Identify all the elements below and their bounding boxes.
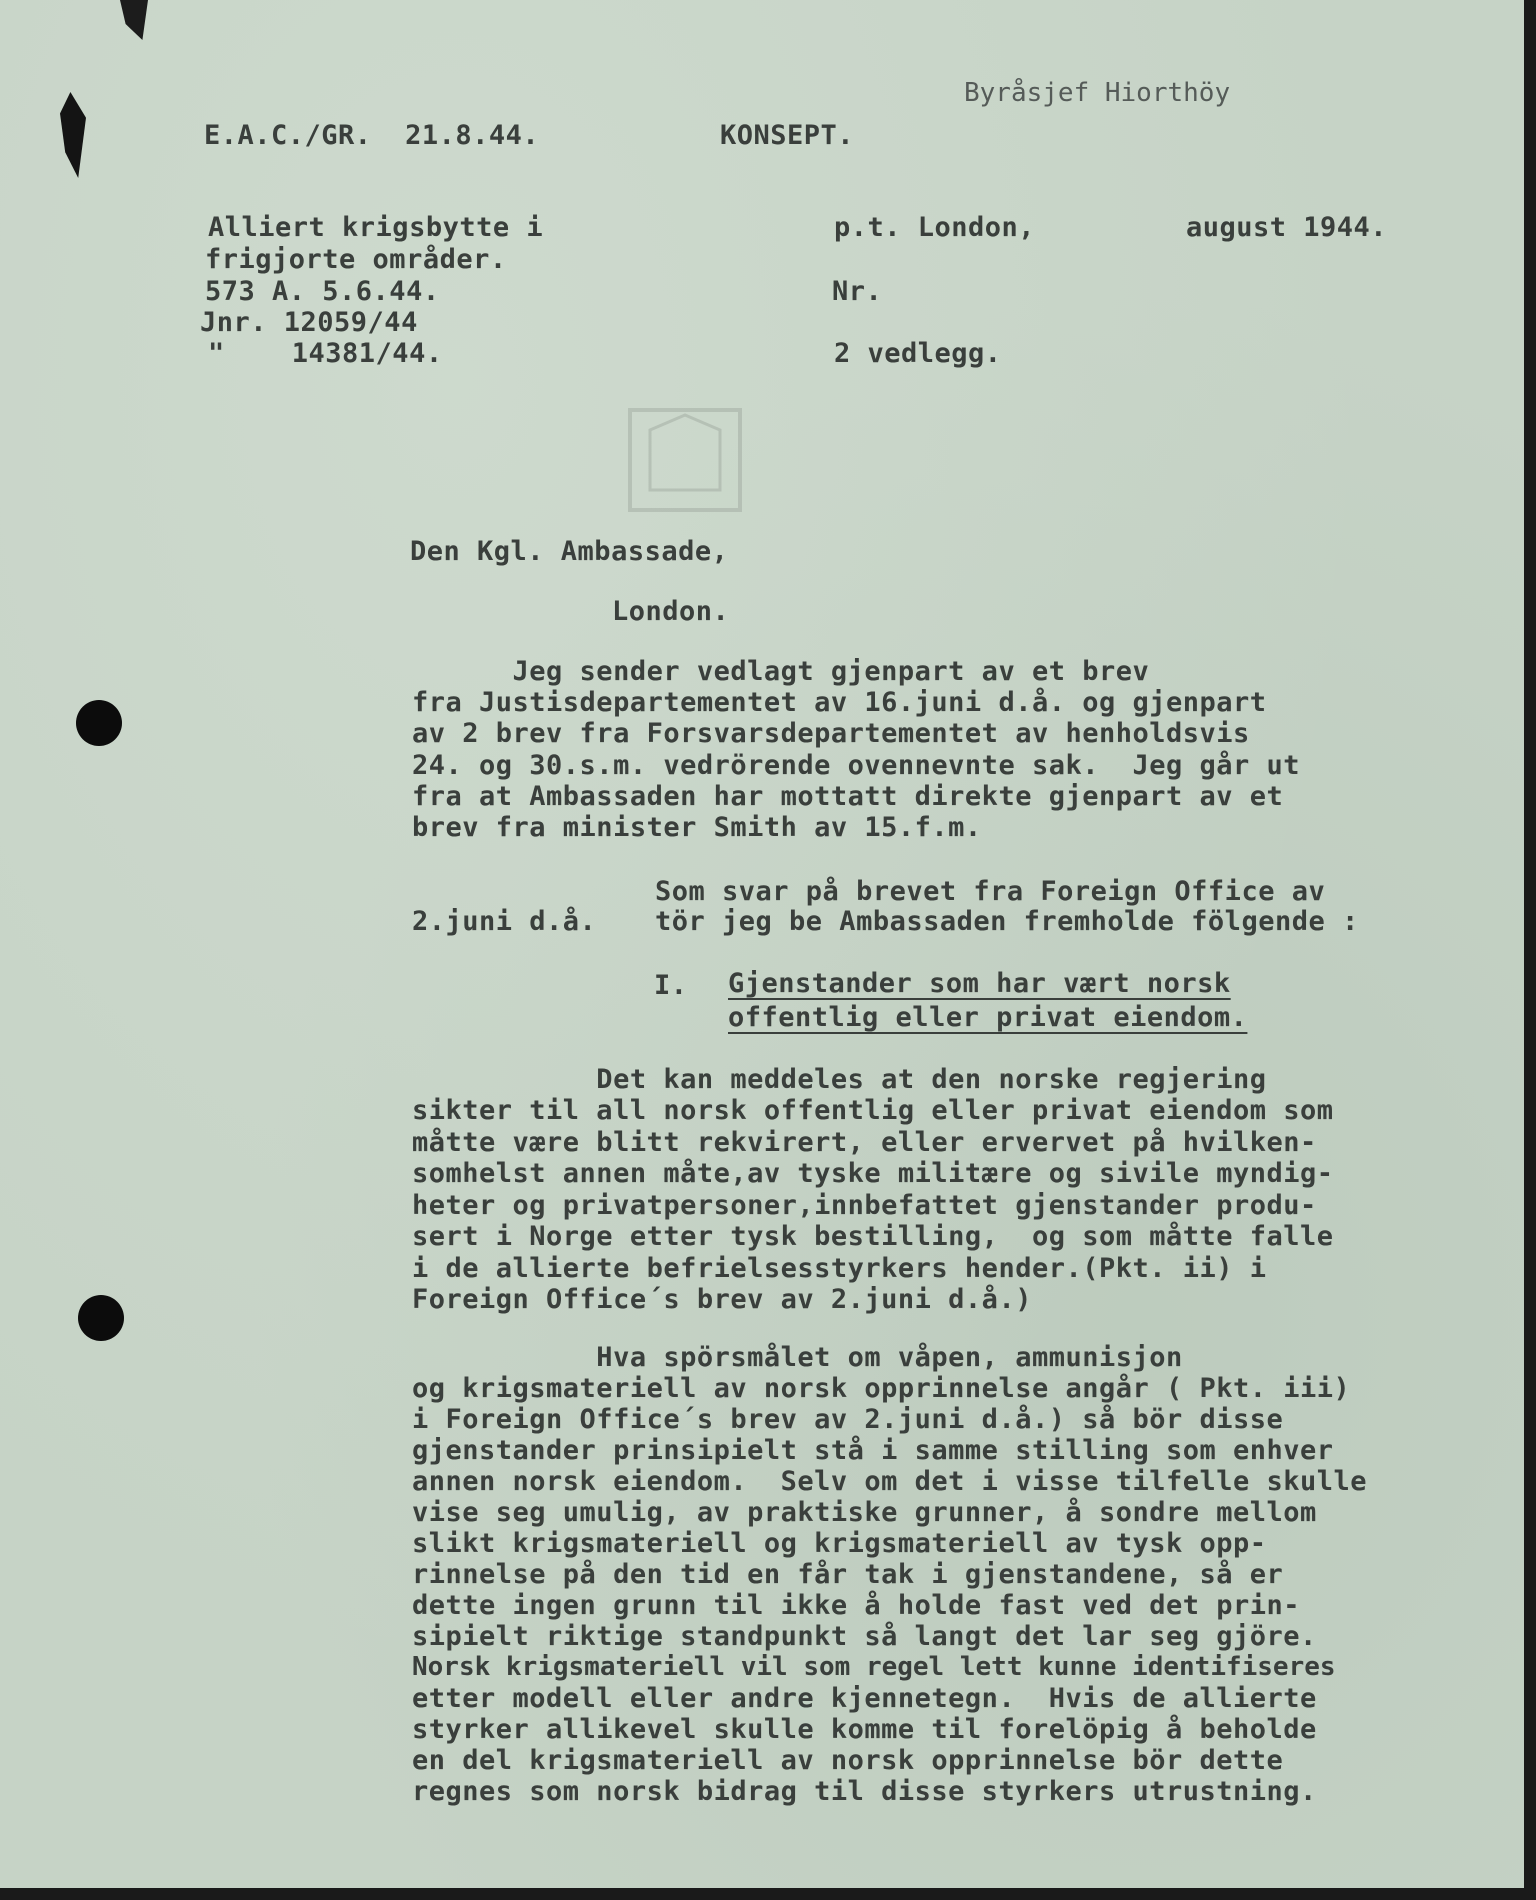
section-title: offentlig eller privat eiendom.	[728, 1002, 1248, 1033]
text-line: slikt krigsmateriell og krigsmateriell av tysk opp-	[412, 1528, 1267, 1559]
text-line: Norsk krigsmateriell vil som regel lett kunne identifiseres	[412, 1652, 1336, 1682]
text-line: somhelst annen måte,av tyske militære og sivile myndig-	[412, 1158, 1334, 1189]
text-line: Det kan meddeles at den norske regjering	[412, 1064, 1267, 1095]
text-line: i Foreign Office´s brev av 2.juni d.å.) så bör disse	[412, 1404, 1284, 1435]
section-title: Gjenstander som har vært norsk	[728, 968, 1231, 999]
text-line: av 2 brev fra Forsvarsdepartementet av henholdsvis	[412, 718, 1250, 749]
text-line: sipielt riktige standpunkt så langt det lar seg gjöre.	[412, 1621, 1317, 1652]
text-line: heter og privatpersoner,innbefattet gjenstander produ-	[412, 1190, 1317, 1221]
text-line: rinnelse på den tid en får tak i gjenstandene, så er	[412, 1559, 1284, 1590]
handwritten-annotation: Byråsjef Hiorthöy	[964, 78, 1231, 108]
addressee-line: Den Kgl. Ambassade,	[410, 536, 729, 567]
text-line: etter modell eller andre kjennetegn. Hvis de allierte	[412, 1683, 1317, 1714]
text-line: sert i Norge etter tysk bestilling, og som måtte falle	[412, 1221, 1334, 1252]
corner-mark	[120, 0, 148, 40]
text-line: Hva spörsmålet om våpen, ammunisjon	[412, 1342, 1183, 1373]
text-line: 2.juni d.å.	[412, 906, 597, 937]
subject-line: frigjorte områder.	[205, 244, 507, 275]
place-line: p.t. London,	[834, 212, 1036, 243]
punch-hole-bottom	[78, 1295, 124, 1341]
subject-line: 573 A. 5.6.44.	[205, 276, 440, 307]
text-line: regnes som norsk bidrag til disse styrkers utrustning.	[412, 1776, 1317, 1807]
section-number: I.	[654, 970, 688, 1001]
attachments-line: 2 vedlegg.	[834, 338, 1002, 369]
text-line: tör jeg be Ambassaden fremholde fölgende :	[655, 906, 1359, 937]
text-line: en del krigsmateriell av norsk opprinnelse bör dette	[412, 1745, 1284, 1776]
text-line: fra Justisdepartementet av 16.juni d.å. og gjenpart	[412, 687, 1267, 718]
text-line: brev fra minister Smith av 15.f.m.	[412, 812, 982, 843]
subject-line: Jnr. 12059/44	[200, 307, 418, 338]
text-line: Jeg sender vedlagt gjenpart av et brev	[412, 656, 1150, 687]
faint-stamp-watermark	[620, 400, 750, 520]
margin-pen-mark	[60, 92, 86, 178]
text-line: i de allierte befrielsesstyrkers hender.(Pkt. ii) i	[412, 1253, 1267, 1284]
text-line: Som svar på brevet fra Foreign Office av	[655, 876, 1326, 907]
addressee-city: London.	[612, 596, 730, 627]
text-line: dette ingen grunn til ikke å holde fast ved det prin-	[412, 1590, 1301, 1621]
text-line: gjenstander prinsipielt stå i samme stilling som enhver	[412, 1435, 1334, 1466]
date-line: august 1944.	[1186, 212, 1388, 243]
text-line: måtte være blitt rekvirert, eller ervervet på hvilken-	[412, 1127, 1317, 1158]
text-line: fra at Ambassaden har mottatt direkte gjenpart av et	[412, 781, 1284, 812]
text-line: og krigsmateriell av norsk opprinnelse angår ( Pkt. iii)	[412, 1373, 1351, 1404]
text-line: vise seg umulig, av praktiske grunner, å sondre mellom	[412, 1497, 1317, 1528]
text-line: sikter til all norsk offentlig eller privat eiendom som	[412, 1095, 1334, 1126]
subject-line: " 14381/44.	[208, 338, 443, 369]
konsept-label: KONSEPT.	[720, 120, 855, 151]
reference-code: E.A.C./GR. 21.8.44.	[204, 120, 540, 151]
text-line: 24. og 30.s.m. vedrörende ovennevnte sak. Jeg går ut	[412, 750, 1301, 781]
text-line: styrker allikevel skulle komme til forelöpig å beholde	[412, 1714, 1317, 1745]
text-line: annen norsk eiendom. Selv om det i visse tilfelle skulle	[412, 1466, 1368, 1497]
subject-line: Alliert krigsbytte i	[208, 212, 544, 243]
number-line: Nr.	[832, 276, 883, 307]
text-line: Foreign Office´s brev av 2.juni d.å.)	[412, 1284, 1032, 1315]
punch-hole-top	[76, 700, 122, 746]
